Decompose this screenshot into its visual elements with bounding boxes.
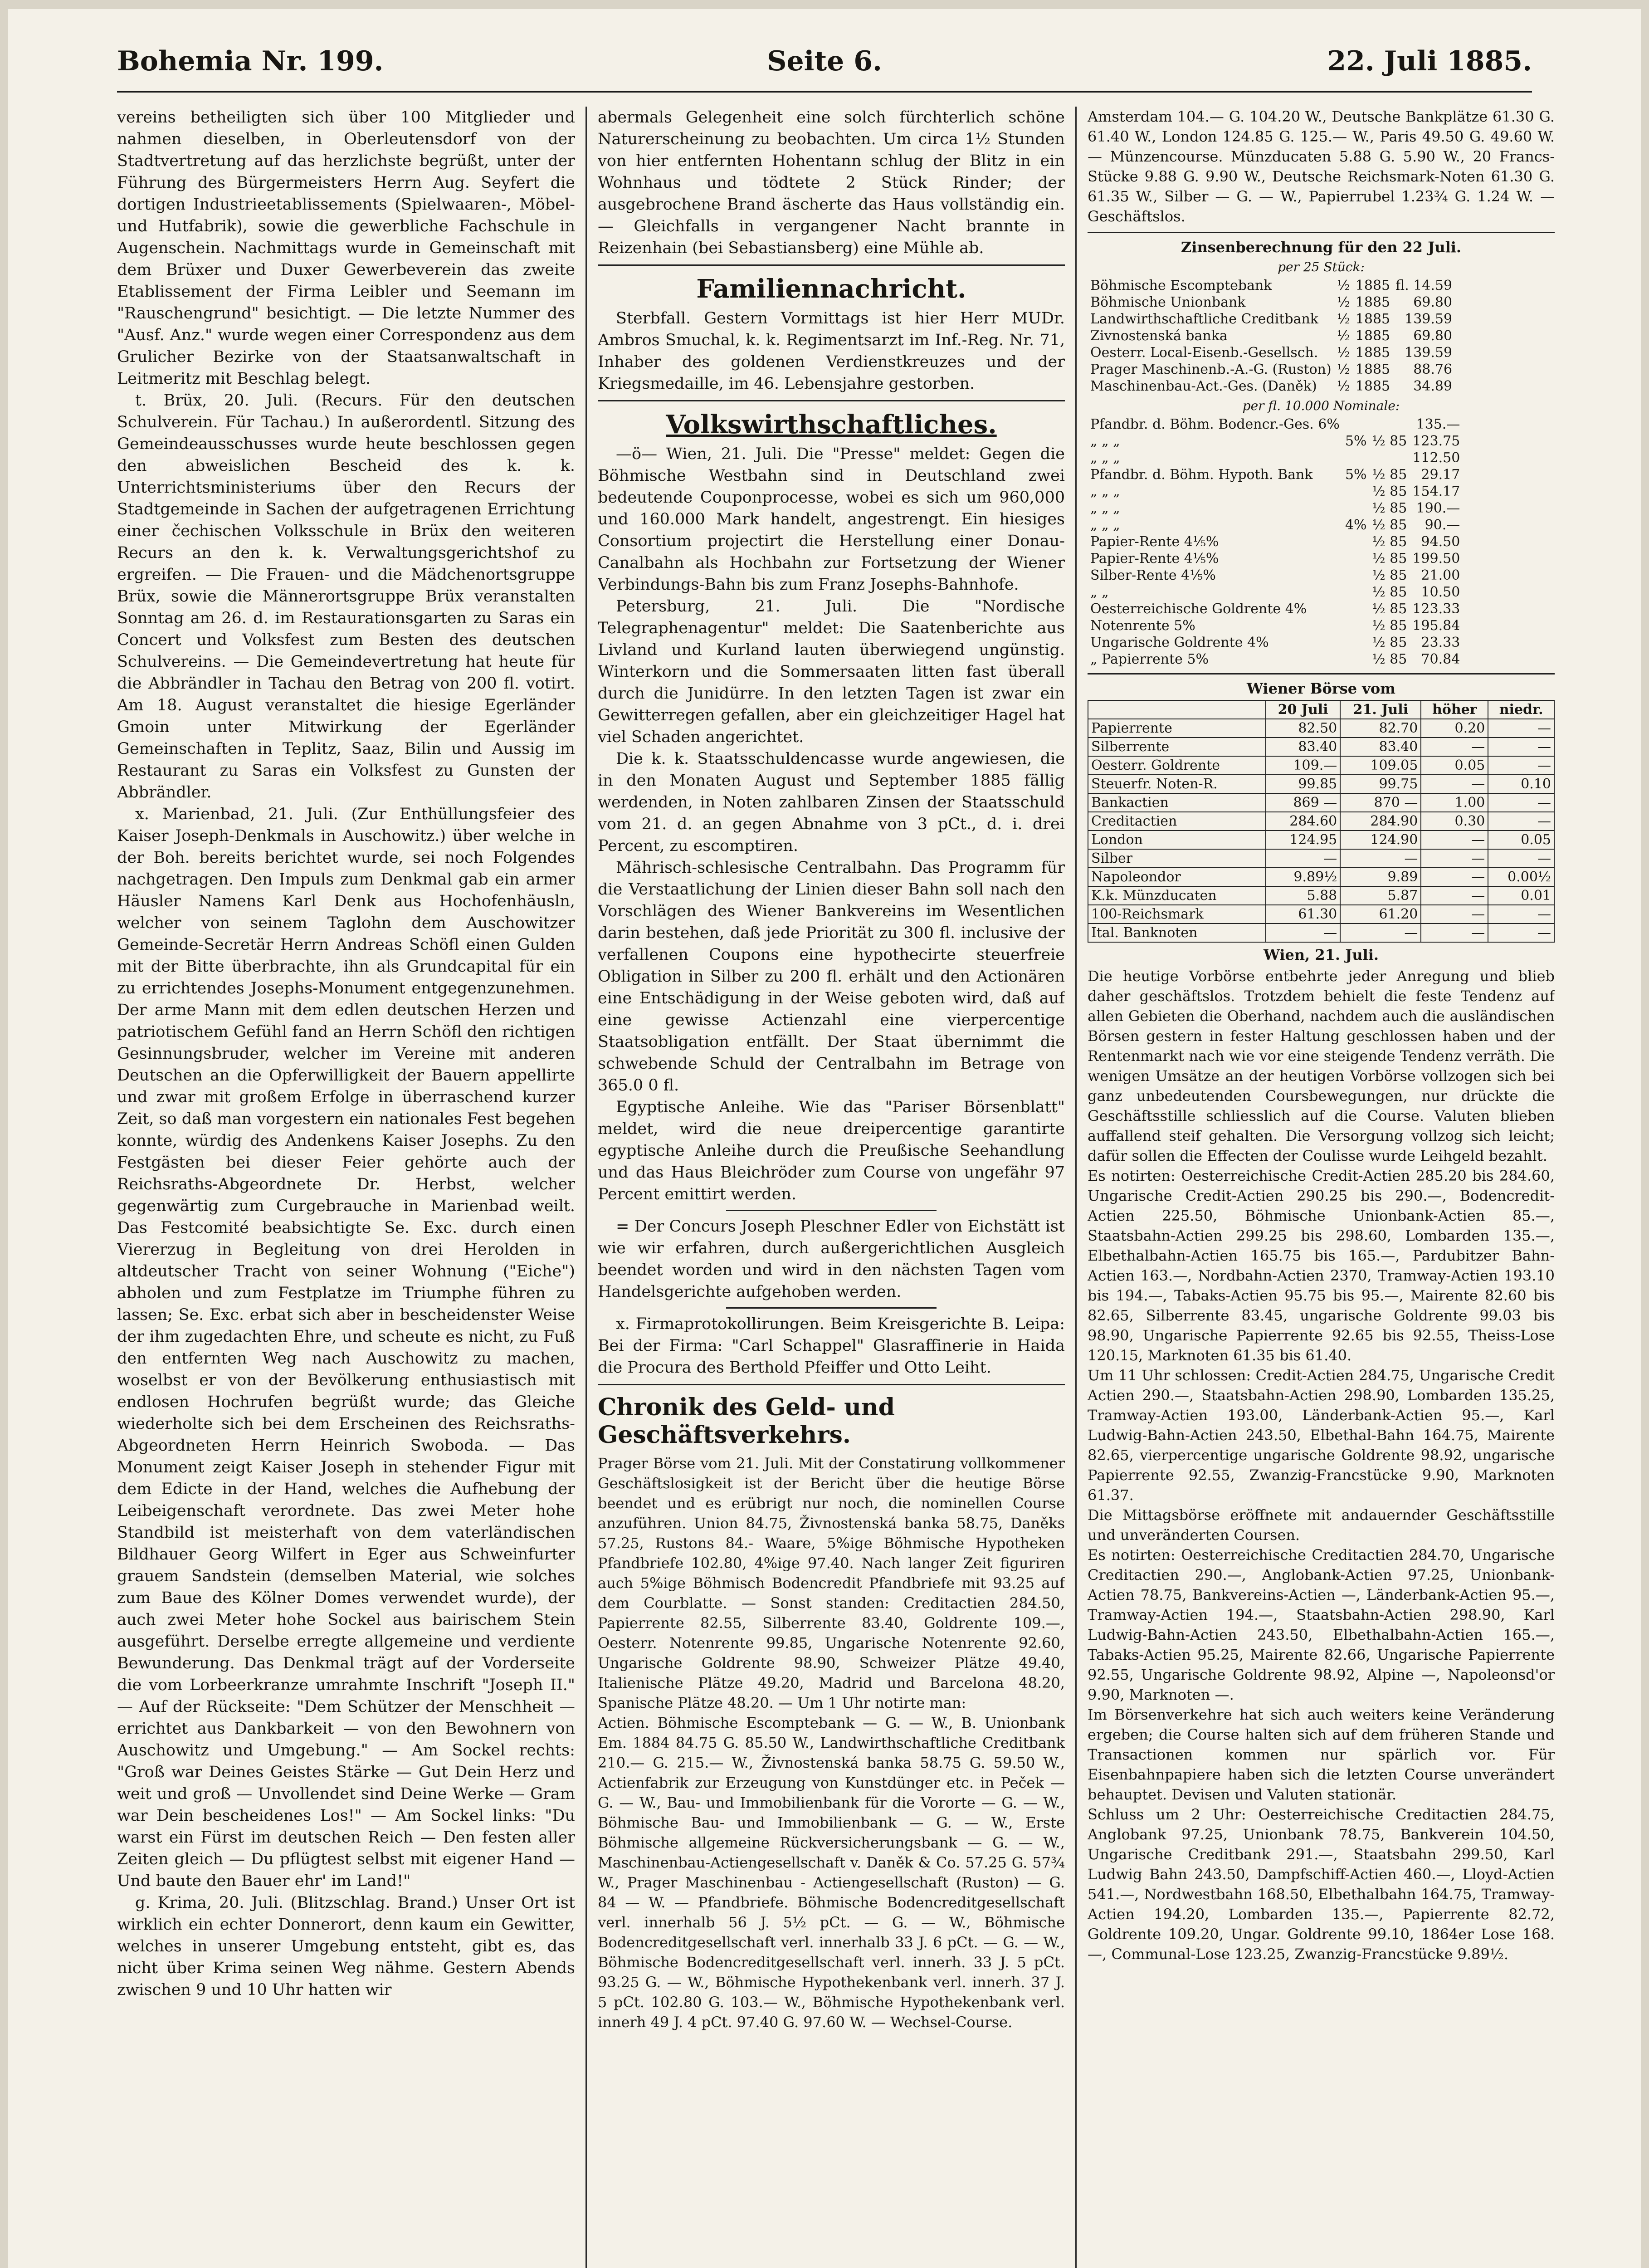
table-cell: 4%: [1345, 517, 1367, 533]
table-cell: 1885: [1355, 294, 1390, 310]
table-cell: —: [1421, 886, 1488, 905]
table-cell: 123.33: [1412, 601, 1460, 617]
article-krima: g. Krima, 20. Juli. (Blitzschlag. Brand.) Unser Ort ist wirklich ein echter Donnerort, denn kaum ein Gewitter, welches in unserer Umgebung entsteht, gibt es, das nicht über Krima seinen Weg nähme. Gestern Abends zwischen 9 und 10 Uhr hatten wir: [117, 1894, 575, 1999]
article-paragraph: abermals Gelegenheit eine solch fürchterlich schöne Naturerscheinung zu beobachten. Um circa 1½ Stunden von hier entfernten Hohentann schlug der Blitz in ein Wohnhaus und tödtete 2 Stück Rinder; der ausgebrochene Brand äscherte das Haus vollständig ein. — Gleichfalls in vergangener Nacht brannte in Reizenhain (bei Sebastiansberg) eine Mühle ab.: [598, 108, 1065, 257]
zinsen-table-2: [1088, 416, 1463, 668]
column-header: niedr.: [1488, 700, 1554, 719]
article-staatsschuldencasse: Die k. k. Staatsschuldencasse wurde angewiesen, die in den Monaten August und September 1885 fällig werdenden, in Noten zahlbaren Zinsen der Staatsschuld vom 21. d. an gegen Abnahme von 3 pCt., d. i. drei Percent, zu escomptiren.: [598, 750, 1065, 855]
zinsen-table-1: [1088, 277, 1455, 395]
table-cell: „ „ „: [1090, 450, 1120, 466]
table-cell: „ „ „: [1090, 517, 1120, 533]
table-cell: Ital. Banknoten: [1088, 924, 1266, 942]
zinsen-row: [1088, 651, 1463, 668]
table-cell: —: [1488, 793, 1554, 812]
table-cell: ½ 85: [1372, 635, 1407, 650]
table-cell: [1342, 634, 1370, 651]
table-cell: fl. 14.59: [1395, 278, 1453, 293]
table-cell: 99.75: [1340, 775, 1421, 793]
table-cell: 0.00½: [1488, 868, 1554, 886]
table-cell: —: [1266, 849, 1340, 868]
article-wien-verkehr: Im Börsenverkehre hat sich auch weiters keine Veränderung ergeben; die Course halten sich auf dem früheren Stande und Transactionen kommen nur spärlich vor. Für Eisenbahnpapiere haben sich die letzten Course unverändert behauptet. Devisen und Valuten stationär.: [1088, 1706, 1555, 1803]
divider: [598, 400, 1065, 401]
table-cell: Papier-Rente 4⅕%: [1090, 551, 1219, 567]
table-cell: —: [1488, 924, 1554, 942]
table-cell: Prager Maschinenb.-A.-G. (Ruston): [1090, 362, 1332, 377]
article-sterbfall: Sterbfall. Gestern Vormittags ist hier Herr MUDr. Ambros Smuchal, k. k. Regimentsarzt im Inf.-Reg. Nr. 71, Inhaber des goldenen Verdienstkreuzes und der Kriegsmedaille, im 46. Lebensjahre gestorben.: [598, 309, 1065, 393]
table-cell: ½: [1337, 378, 1350, 394]
table-cell: Napoleondor: [1088, 868, 1266, 886]
divider: [598, 264, 1065, 266]
article-marienbad: x. Marienbad, 21. Juli. (Zur Enthüllungsfeier des Kaiser Joseph-Denkmals in Auschowitz.) über welche in der Boh. bereits berichtet wurde, sei noch Folgendes nachgetragen. Den Impuls zum Denkmal gab ein armer Häusler Namens Karl Denk aus Hochofenhäusln, welcher von seinem Taglohn dem Auschowitzer Gemeinde-Secretär Herrn Andreas Schöfl einen Gulden mit der Bitte überbrachte, ihn als Grundcapital für ein zu errichtendes Josephs-Monument entgegenzunehmen. Der arme Mann mit dem edlen deutschen Herzen und patriotischem Gefühl fand an Herrn Schöfl den richtigen Gesinnungsbruder, welcher im Vereine mit anderen Deutschen an die Opferwilligkeit der Bauern appellirte und zwar mit großem Erfolge in überraschend kurzer Zeit, so daß man vorgestern ein nationales Fest begehen konnte, würdig des Andenkens Kaiser Josephs. Zu den Festgästen bei dieser Feier gehörte auch der Reichsraths-Abgeordnete Dr. Herbst, welcher gegenwärtig zum Curgebrauche in Marienbad weilt. Das Festcomité beabsichtigte Se. Exc. durch einen Viererzug in Begleitung von drei Herolden in altdeutscher Tracht von seiner Wohnung ("Eiche") abholen und zum Festplatze im Triumphe führen zu lassen; Se. Exc. erbat sich aber in bescheidenster Weise der ihm zugedachten Ehre, und scheute es nicht, zu Fuß den entfernten Weg nach Auschowitz zu machen, woselbst er von der Bevölkerung enthusiastisch mit endlosen Hochrufen begrüßt wurde; das Gleiche wiederholte sich bei dem Erscheinen des Reichsraths-Abgeordneten Herrn Heinrich Swoboda. — Das Monument zeigt Kaiser Joseph in stehender Figur mit dem Edicte in der Hand, welches die Aufhebung der Leibeigenschaft verordnete. Das zwei Meter hohe Standbild ist meisterhaft von dem vaterländischen Bildhauer Georg Wilfert in Eger aus Schweinfurter grauem Sandstein (demselben Material, wie solches zum Baue des Kölner Domes verwendet wurde), der auch zwei Meter hohe Sockel aus bairischem Stein ausgeführt. Derselbe erregte allgemeine und verdiente Bewunderung. Das Denkmal trägt auf der Vorderseite die vom Lorbeerkranze umrahmte Inschrift "Joseph II." — Auf der Rückseite: "Dem Schützer der Menschheit — errichtet aus Dankbarkeit — von den Bewohnern von Auschowitz und Umgebung." — Am Sockel rechts: "Groß war Deines Geistes Stärke — Gut Dein Herz und weit und groß — Unvollendet sind Deine Werke — Gram war Dein bescheidenes Los!" — Am Sockel links: "Du warst ein Fürst im deutschen Reich — Den festen aller Zeiten gleich — Du pflügtest selbst mit eigener Hand — Und baute den Bauer ehr' im Land!": [117, 805, 575, 1890]
zinsen-row: [1088, 584, 1463, 601]
divider: [1088, 232, 1555, 233]
table-cell: Papier-Rente 4⅕%: [1090, 534, 1219, 550]
table-cell: [1342, 550, 1370, 567]
article-bruex: t. Brüx, 20. Juli. (Recurs. Für den deutschen Schulverein. Für Tachau.) In außerordentl. Sitzung des Gemeindeausschusses wurde heute beschlossen gegen den abweislichen Bescheid des k. k. Unterrichtsministeriums über den Recurs der Stadtgemeinde in Sachen der aufgetragenen Errichtung einer čechischen Volksschule in Brüx den weiteren Recurs an den k. k. Verwaltungsgerichtshof zu ergreifen. — Die Frauen- und die Mädchenortsgruppe Brüx, sowie die Männerortsgruppe Brüx veranstalten Sonntag am 26. d. im Restaurationsgarten zu Saras ein Concert und Volksfest zum Besten des deutschen Schulvereins. — Die Gemeindevertretung hat heute für die Abbrändler in Tachau den Betrag von 200 fl. votirt. Am 18. August veranstaltet die hiesige Egerländer Gmoin unter Mitwirkung der Egerländer Gemeinschaften in Teplitz, Saaz, Bilin und Aussig im Restaurant zu Saras ein Volksfest zu Gunsten der Abbrändler.: [117, 391, 575, 802]
table-cell: ½: [1337, 328, 1350, 344]
article-concurs: = Der Concurs Joseph Pleschner Edler von Eichstätt ist wie wir erfahren, durch außergerichtlichen Ausgleich beendet worden und wird in den nächsten Tagen vom Handelsgerichte aufgehoben werden.: [598, 1217, 1065, 1301]
table-cell: 1885: [1355, 311, 1390, 327]
header-date: 22. Juli 1885.: [1327, 45, 1532, 77]
table-cell: 21.00: [1421, 567, 1460, 583]
table-cell: Zivnostenská banka: [1090, 328, 1228, 344]
boerse-row: [1088, 775, 1554, 793]
article-wien-notirten-2: Es notirten: Oesterreichische Creditactien 284.70, Ungarische Creditactien 290.—, Anglobank-Actien 97.25, Unionbank-Actien 78.75, Bankvereins-Actien —, Länderbank-Actien 95.—, Tramway-Actien 194.—, Staatsbahn-Actien 298.90, Karl Ludwig-Bahn-Actien 243.50, Elbethalbahn-Actien 165.—, Tabaks-Actien 95.25, Mairente 82.66, Ungarische Papierrente 92.55, Ungarische Goldrente 98.92, Alpine —, Napoleonsd'or 9.90, Marknoten —.: [1088, 1546, 1555, 1703]
table-cell: —: [1421, 905, 1488, 924]
newspaper-page: [8, 9, 1641, 2268]
table-cell: Maschinenbau-Act.-Ges. (Daněk): [1090, 378, 1317, 394]
zinsen-row: [1088, 416, 1463, 433]
table-cell: 124.90: [1340, 831, 1421, 849]
zinsen-row: [1088, 378, 1455, 395]
table-cell: „ „: [1090, 584, 1109, 600]
table-cell: [1342, 483, 1370, 500]
boerse-row: [1088, 756, 1554, 775]
article-actien: Actien. Böhmische Escomptebank — G. — W., B. Unionbank Em. 1884 84.75 G. 85.50 W., Landwirthschaftliche Creditbank 210.— G. 215.— W., Živnostenská banka 58.75 G. 59.50 W., Actienfabrik zur Erzeugung von Kunstdünger etc. in Peček — G. — W., Bau- und Immobilienbank für die Vororte — G. — W., Böhmische Bau- und Immobilienbank — G. — W., Erste Böhmische allgemeine Rückversicherungsbank — G. — W., Maschinenbau-Actiengesellschaft v. Daněk & Co. 57.25 G. 57¾ W., Prager Maschinenbau - Actiengesellschaft (Ruston) — G. 84 — W. — Pfandbriefe. Böhmische Bodencreditgesellschaft verl. innerhalb 56 J. 5½ pCt. — G. — W., Böhmische Bodencreditgesellschaft verl. innerhalb 33 J. 6 pCt. — G. — W., Böhmische Bodencreditgesellschaft verl. innerh. 33 J. 5 pCt. 93.25 G. — W., Böhmische Hypothekenbank verl. innerh. 37 J. 5 pCt. 102.80 G. 103.— W., Böhmische Hypothekenbank verl. innerh 49 J. 4 pCt. 97.40 G. 97.60 W. — Wechsel-Course.: [598, 1714, 1065, 2031]
table-cell: ½ 85: [1372, 618, 1407, 634]
table-cell: 0.20: [1421, 719, 1488, 738]
boerse-row: [1088, 719, 1554, 738]
table-cell: 1885: [1355, 378, 1390, 394]
boerse-row: [1088, 812, 1554, 831]
table-cell: 284.60: [1266, 812, 1340, 831]
table-cell: —: [1488, 719, 1554, 738]
article-prager-boerse: Prager Börse vom 21. Juli. Mit der Constatirung vollkommener Geschäftslosigkeit ist der Bericht über die heutige Börse beendet und es erübrigt nur noch, die nominellen Course anzuführen. Union 84.75, Živnostenská banka 58.75, Daněks 57.25, Rustons 84.- Waare, 5%ige Böhmische Hypotheken Pfandbriefe 102.80, 4%ige 97.40. Nach langer Zeit figuriren auch 5%ige Böhmisch Bodencredit Pfandbriefe mit 93.25 auf dem Courblatte. — Sonst standen: Creditactien 284.50, Papierrente 82.55, Silberrente 83.40, Goldrente 109.—, Oesterr. Notenrente 99.85, Ungarische Notenrente 92.60, Ungarische Goldrente 98.90, Schweizer Plätze 49.40, Italienische Plätze 49.20, Madrid und Barcelona 48.20, Spanische Plätze 48.20. — Um 1 Uhr notirte man:: [598, 1455, 1065, 1711]
table-cell: 199.50: [1412, 551, 1460, 567]
table-cell: [1342, 651, 1370, 668]
article-firmaprotokoll: x. Firmaprotokollirungen. Beim Kreisgerichte B. Leipa: Bei der Firma: "Carl Schappel" Glasraffinerie in Haida die Procura des Berthold Pfeiffer und Otto Leiht.: [598, 1315, 1065, 1377]
table-cell: 5%: [1345, 433, 1367, 449]
table-cell: —: [1421, 868, 1488, 886]
table-cell: Bankactien: [1088, 793, 1266, 812]
table-cell: 1.00: [1421, 793, 1488, 812]
table-cell: 869 —: [1266, 793, 1340, 812]
table-cell: „ „ „: [1090, 500, 1120, 516]
table-cell: 1885: [1355, 328, 1390, 344]
table-cell: Papierrente: [1088, 719, 1266, 738]
table-cell: [1342, 617, 1370, 634]
table-cell: 112.50: [1412, 450, 1460, 466]
zinsen-row: [1088, 567, 1463, 584]
table-header-row: [1088, 700, 1554, 719]
table-cell: ½ 85: [1372, 433, 1407, 449]
table-cell: 69.80: [1413, 328, 1453, 344]
table-cell: Ungarische Goldrente 4%: [1090, 635, 1269, 650]
table-cell: Silber: [1088, 849, 1266, 868]
zinsen-row: [1088, 533, 1463, 550]
table-cell: ½ 85: [1372, 651, 1407, 667]
zinsen-row: [1088, 327, 1455, 344]
table-cell: 124.95: [1266, 831, 1340, 849]
column-header: [1088, 700, 1266, 719]
table-cell: Silber-Rente 4⅕%: [1090, 567, 1216, 583]
table-cell: „ „ „: [1090, 433, 1120, 449]
table-cell: 1885: [1355, 345, 1390, 361]
table-cell: 1885: [1355, 362, 1390, 377]
table-cell: Böhmische Escomptebank: [1090, 278, 1272, 293]
table-cell: 5%: [1345, 467, 1367, 483]
table-cell: 34.89: [1413, 378, 1453, 394]
table-cell: 82.70: [1340, 719, 1421, 738]
article-centralbahn: Mährisch-schlesische Centralbahn. Das Programm für die Verstaatlichung der Linien dieser Bahn soll nach den Vorschlägen des Wiener Bankvereins im Wesentlichen darin bestehen, daß jede Priorität zu 300 fl. inclusive der verfallenen Coupons eine hypothecirte steuerfreie Obligation in Silber zu 200 fl. erhält und den Actionären eine Entschädigung in der Weise geboten wird, daß auf eine gewisse Actienzahl eine vierpercentige Staatsobligation entfällt. Der Staat übernimmt die schwebende Schuld der Centralbahn im Betrage von 365.0 0 fl.: [598, 859, 1065, 1095]
table-cell: —: [1488, 738, 1554, 756]
zinsen-row: [1088, 344, 1455, 361]
table-cell: ½ 85: [1372, 534, 1407, 550]
zinsen-row: [1088, 433, 1463, 450]
column-3: [1088, 107, 1555, 2268]
column-2: [598, 107, 1065, 2268]
boerse-row: [1088, 886, 1554, 905]
table-cell: ½ 85: [1372, 601, 1407, 617]
divider: [726, 1210, 937, 1211]
zinsen-row: [1088, 294, 1455, 311]
table-cell: ½: [1337, 278, 1350, 293]
table-cell: K.k. Münzducaten: [1088, 886, 1266, 905]
table-cell: Böhmische Unionbank: [1090, 294, 1246, 310]
article-wien: —ö— Wien, 21. Juli. Die "Presse" meldet: Gegen die Böhmische Westbahn sind in Deutschland zwei bedeutende Couponprocesse, wobei es sich um 960,000 und 160.000 Mark handelt, angestrengt. Ein hiesiges Consortium projectirt die Herstellung einer Donau-Canalbahn als Hochbahn zur Fortsetzung der Wiener Verbindungs-Bahn bis zum Franz Josephs-Bahnhofe.: [598, 445, 1065, 594]
table-cell: 0.01: [1488, 886, 1554, 905]
boerse-row: [1088, 924, 1554, 942]
table-cell: 69.80: [1413, 294, 1453, 310]
wiener-boerse-table: [1088, 700, 1555, 943]
divider: [1088, 673, 1555, 675]
article-wien-notirten: Es notirten: Oesterreichische Credit-Actien 285.20 bis 284.60, Ungarische Credit-Actien 290.25 bis 290.—, Bodencredit-Actien 225.50, Böhmische Unionbank-Actien 85.—, Staatsbahn-Actien 299.25 bis 298.60, Lombarden 135.—, Elbethalbahn-Actien 165.75 bis 165.—, Pardubitzer Bahn-Actien 163.—, Nordbahn-Actien 2370, Tramway-Actien 193.10 bis 194.—, Tabaks-Actien 95.75 bis 95.—, Mairente 82.60 bis 82.65, Silberrente 83.45, ungarische Goldrente 99.03 bis 98.90, Ungarische Papierrente 92.65 bis 92.55, Theiss-Lose 120.15, Marknoten 61.35 bis 61.40.: [1088, 1167, 1555, 1364]
boerse-row: [1088, 738, 1554, 756]
table-cell: 90.—: [1425, 517, 1460, 533]
column-rule: [585, 107, 587, 2268]
table-cell: London: [1088, 831, 1266, 849]
table-cell: —: [1266, 924, 1340, 942]
boerse-row: [1088, 831, 1554, 849]
table-cell: 99.85: [1266, 775, 1340, 793]
table-cell: 5.88: [1266, 886, 1340, 905]
table-cell: ½ 85: [1372, 484, 1407, 499]
table-cell: [1370, 416, 1410, 433]
page-header: [117, 41, 1532, 93]
article-wien-schlossen: Um 11 Uhr schlossen: Credit-Actien 284.75, Ungarische Credit Actien 290.—, Staatsbahn-Actien 298.90, Lombarden 135.25, Tramway-Actien 193.00, Länderbank-Actien 95.—, Karl Ludwig-Bahn-Actien 243.50, Elbethal-Bahn 164.75, Mairente 82.65, vierpercentige ungarische Goldrente 98.92, ungarische Papierrente 92.55, Zwanzig-Francstücke 9.90, Marknoten 61.37.: [1088, 1367, 1555, 1504]
table-cell: 109.—: [1266, 756, 1340, 775]
table-cell: [1342, 533, 1370, 550]
table-cell: [1342, 584, 1370, 601]
table-cell: 82.50: [1266, 719, 1340, 738]
table-cell: [1342, 601, 1370, 617]
table-cell: 1885: [1355, 278, 1390, 293]
column-1: [117, 107, 575, 2268]
table-cell: [1342, 567, 1370, 584]
zinsen-row: [1088, 617, 1463, 634]
table-cell: —: [1340, 924, 1421, 942]
table-cell: —: [1488, 756, 1554, 775]
table-cell: Silberrente: [1088, 738, 1266, 756]
header-masthead: Bohemia Nr. 199.: [117, 45, 384, 77]
table-cell: „ „ „: [1090, 484, 1120, 499]
zinsen-row: [1088, 450, 1463, 466]
table-cell: ½: [1337, 294, 1350, 310]
zinsen-subtitle: per fl. 10.000 Nominale:: [1242, 398, 1400, 413]
zinsen-row: [1088, 500, 1463, 517]
table-cell: [1370, 450, 1410, 466]
article-petersburg: Petersburg, 21. Juli. Die "Nordische Telegraphenagentur" meldet: Die Saatenberichte aus Livland und Kurland lauten überwiegend ungünstig. Winterkorn und die Sommersaaten litten fast überall durch die Junidürre. In den letzten Tagen ist zwar ein Gewitterregen gefallen, aber ein gleichzeitiger Hagel hat viel Schaden angerichtet.: [598, 597, 1065, 746]
table-cell: 870 —: [1340, 793, 1421, 812]
table-cell: —: [1488, 812, 1554, 831]
boerse-title: Wiener Börse vom: [1246, 680, 1396, 697]
table-cell: 154.17: [1412, 484, 1460, 499]
article-wien-schluss: Schluss um 2 Uhr: Oesterreichische Creditactien 284.75, Anglobank 97.25, Unionbank 78.75, Bankverein 104.50, Ungarische Creditbank 291.—, Staatsbahn 299.50, Karl Ludwig Bahn 243.50, Dampfschiff-Actien 460.—, Lloyd-Actien 541.—, Nordwestbahn 168.50, Elbethalbahn 164.75, Tramway-Actien 194.20, Lombarden 135.—, Papierrente 82.72, Goldrente 109.20, Ungar. Goldrente 99.10, 1864er Lose 168.—, Communal-Lose 123.25, Zwanzig-Francstücke 9.89½.: [1088, 1806, 1555, 1963]
table-cell: 190.—: [1416, 500, 1460, 516]
zinsen-row: [1088, 483, 1463, 500]
table-cell: Pfandbr. d. Böhm. Bodencr.-Ges. 6%: [1090, 416, 1340, 432]
table-cell: 109.05: [1340, 756, 1421, 775]
table-cell: 100-Reichsmark: [1088, 905, 1266, 924]
table-cell: Steuerfr. Noten-R.: [1088, 775, 1266, 793]
table-cell: 0.30: [1421, 812, 1488, 831]
zinsen-row: [1088, 517, 1463, 533]
zinsen-row: [1088, 466, 1463, 483]
wien-heading: Wien, 21. Juli.: [1263, 946, 1379, 963]
table-cell: Notenrente 5%: [1090, 618, 1195, 634]
column-rule: [1075, 107, 1077, 2268]
column-header: 21. Juli: [1340, 700, 1421, 719]
table-cell: —: [1488, 905, 1554, 924]
table-cell: Oesterr. Local-Eisenb.-Gesellsch.: [1090, 345, 1318, 361]
table-cell: Creditactien: [1088, 812, 1266, 831]
divider: [726, 1307, 937, 1309]
table-cell: ½ 85: [1372, 467, 1407, 483]
article-wien-mittag: Die Mittagsbörse eröffnete mit andauernder Geschäftsstille und unveränderten Coursen.: [1088, 1506, 1555, 1544]
table-cell: 9.89½: [1266, 868, 1340, 886]
table-cell: ½ 85: [1372, 567, 1407, 583]
zinsen-row: [1088, 550, 1463, 567]
table-cell: ½: [1337, 345, 1350, 361]
table-cell: 135.—: [1416, 416, 1460, 432]
table-cell: 70.84: [1421, 651, 1460, 667]
zinsen-row: [1088, 311, 1455, 327]
table-cell: Oesterreichische Goldrente 4%: [1090, 601, 1307, 617]
table-cell: 0.10: [1488, 775, 1554, 793]
table-cell: 83.40: [1266, 738, 1340, 756]
table-cell: 195.84: [1412, 618, 1460, 634]
article-egyptische-anleihe: Egyptische Anleihe. Wie das "Pariser Börsenblatt" meldet, wird die neue dreipercentige garantirte egyptische Anleihe durch die Preußische Seehandlung und das Haus Bleichröder zum Course von ungefähr 97 Percent emittirt werden.: [598, 1098, 1065, 1203]
table-cell: 0.05: [1488, 831, 1554, 849]
table-cell: —: [1340, 849, 1421, 868]
table-cell: ½: [1337, 311, 1350, 327]
table-cell: Oesterr. Goldrente: [1088, 756, 1266, 775]
column-header: 20 Juli: [1266, 700, 1340, 719]
section-heading-familiennachricht: Familiennachricht.: [696, 274, 966, 304]
article-wechsel-course: Amsterdam 104.— G. 104.20 W., Deutsche Bankplätze 61.30 G. 61.40 W., London 124.85 G. 125.— W., Paris 49.50 G. 49.60 W. — Münzencourse. Münzducaten 5.88 G. 5.90 W., 20 Francs-Stücke 9.88 G. 9.90 W., Deutsche Reichsmark-Noten 61.30 G. 61.35 W., Silber — G. — W., Papierrubel 1.23¾ G. 1.24 W. — Geschäftslos.: [1088, 108, 1555, 225]
section-heading-chronik: Chronik des Geld- und Geschäftsverkehrs.: [598, 1393, 895, 1449]
column-header: höher: [1421, 700, 1488, 719]
table-cell: 139.59: [1405, 311, 1453, 327]
table-cell: 83.40: [1340, 738, 1421, 756]
zinsen-title: Zinsenberechnung für den 22 Juli.: [1181, 239, 1462, 256]
table-cell: 0.05: [1421, 756, 1488, 775]
table-cell: 284.90: [1340, 812, 1421, 831]
zinsen-row: [1088, 277, 1455, 294]
table-cell: ½ 85: [1372, 517, 1407, 533]
table-cell: —: [1421, 738, 1488, 756]
boerse-row: [1088, 868, 1554, 886]
table-cell: ½ 85: [1372, 500, 1407, 516]
table-cell: —: [1421, 775, 1488, 793]
table-cell: „ Papierrente 5%: [1090, 651, 1209, 667]
article-paragraph: vereins betheiligten sich über 100 Mitglieder und nahmen dieselben, in Oberleutensdorf von der Stadtvertretung auf das herzlichste begrüßt, unter der Führung des Bürgermeisters Herrn Aug. Seyfert die dortigen Industrieetablissements (Spielwaaren-, Möbel- und Hutfabrik), sowie die gewerbliche Fachschule in Augenschein. Nachmittags wurde in Gemeinschaft mit dem Brüxer und Duxer Gewerbeverein das zweite Etablissement der Firma Leibler und Seemann im "Rauschengrund" besichtigt. — Die letzte Nummer des "Ausf. Anz." wurde wegen einer Correspondenz aus dem Grulicher Bezirke von der Staatsanwaltschaft in Leitmeritz mit Beschlag belegt.: [117, 108, 575, 388]
table-cell: 9.89: [1340, 868, 1421, 886]
table-cell: 88.76: [1413, 362, 1453, 377]
table-cell: Pfandbr. d. Böhm. Hypoth. Bank: [1090, 467, 1313, 483]
header-page-number: Seite 6.: [767, 45, 882, 77]
table-cell: ½ 85: [1372, 551, 1407, 567]
table-cell: [1342, 500, 1370, 517]
zinsen-subtitle: per 25 Stück:: [1278, 259, 1365, 274]
zinsen-row: [1088, 634, 1463, 651]
table-cell: Landwirthschaftliche Creditbank: [1090, 311, 1318, 327]
table-cell: —: [1488, 849, 1554, 868]
table-cell: 10.50: [1421, 584, 1460, 600]
boerse-row: [1088, 793, 1554, 812]
zinsen-row: [1088, 601, 1463, 617]
zinsen-row: [1088, 361, 1455, 378]
boerse-row: [1088, 849, 1554, 868]
table-cell: —: [1421, 831, 1488, 849]
section-heading-volkswirthschaftliches: Volkswirthschaftliches.: [666, 410, 997, 440]
table-cell: ½: [1337, 362, 1350, 377]
article-wien-boerse: Die heutige Vorbörse entbehrte jeder Anregung und blieb daher geschäftslos. Trotzdem behielt die feste Tendenz auf allen Gebieten die Oberhand, nachdem auch die ausländischen Börsen gestern in fester Haltung geschlossen haben und der Rentenmarkt nach wie vor eine steigende Tendenz verräth. Die wenigen Umsätze an der heutigen Vorbörse vollzogen sich bei ganz unbedeutenden Coursbewegungen, nur drückte die Geschäftsstille schliesslich auf die Course. Valuten blieben auffallend steif gehalten. Die Versorgung vollzog sich leicht; dafür sollen die Effecten der Coulisse wurde Leihgeld bezahlt.: [1088, 968, 1555, 1164]
table-cell: [1342, 416, 1370, 433]
table-cell: 23.33: [1421, 635, 1460, 650]
boerse-row: [1088, 905, 1554, 924]
table-cell: ½ 85: [1372, 584, 1407, 600]
table-cell: 5.87: [1340, 886, 1421, 905]
table-cell: 61.30: [1266, 905, 1340, 924]
table-cell: 123.75: [1412, 433, 1460, 449]
table-cell: —: [1421, 924, 1488, 942]
table-cell: 94.50: [1421, 534, 1460, 550]
table-cell: [1342, 450, 1370, 466]
table-cell: 61.20: [1340, 905, 1421, 924]
divider: [598, 1384, 1065, 1385]
table-cell: 29.17: [1421, 467, 1460, 483]
table-cell: —: [1421, 849, 1488, 868]
table-cell: 139.59: [1405, 345, 1453, 361]
